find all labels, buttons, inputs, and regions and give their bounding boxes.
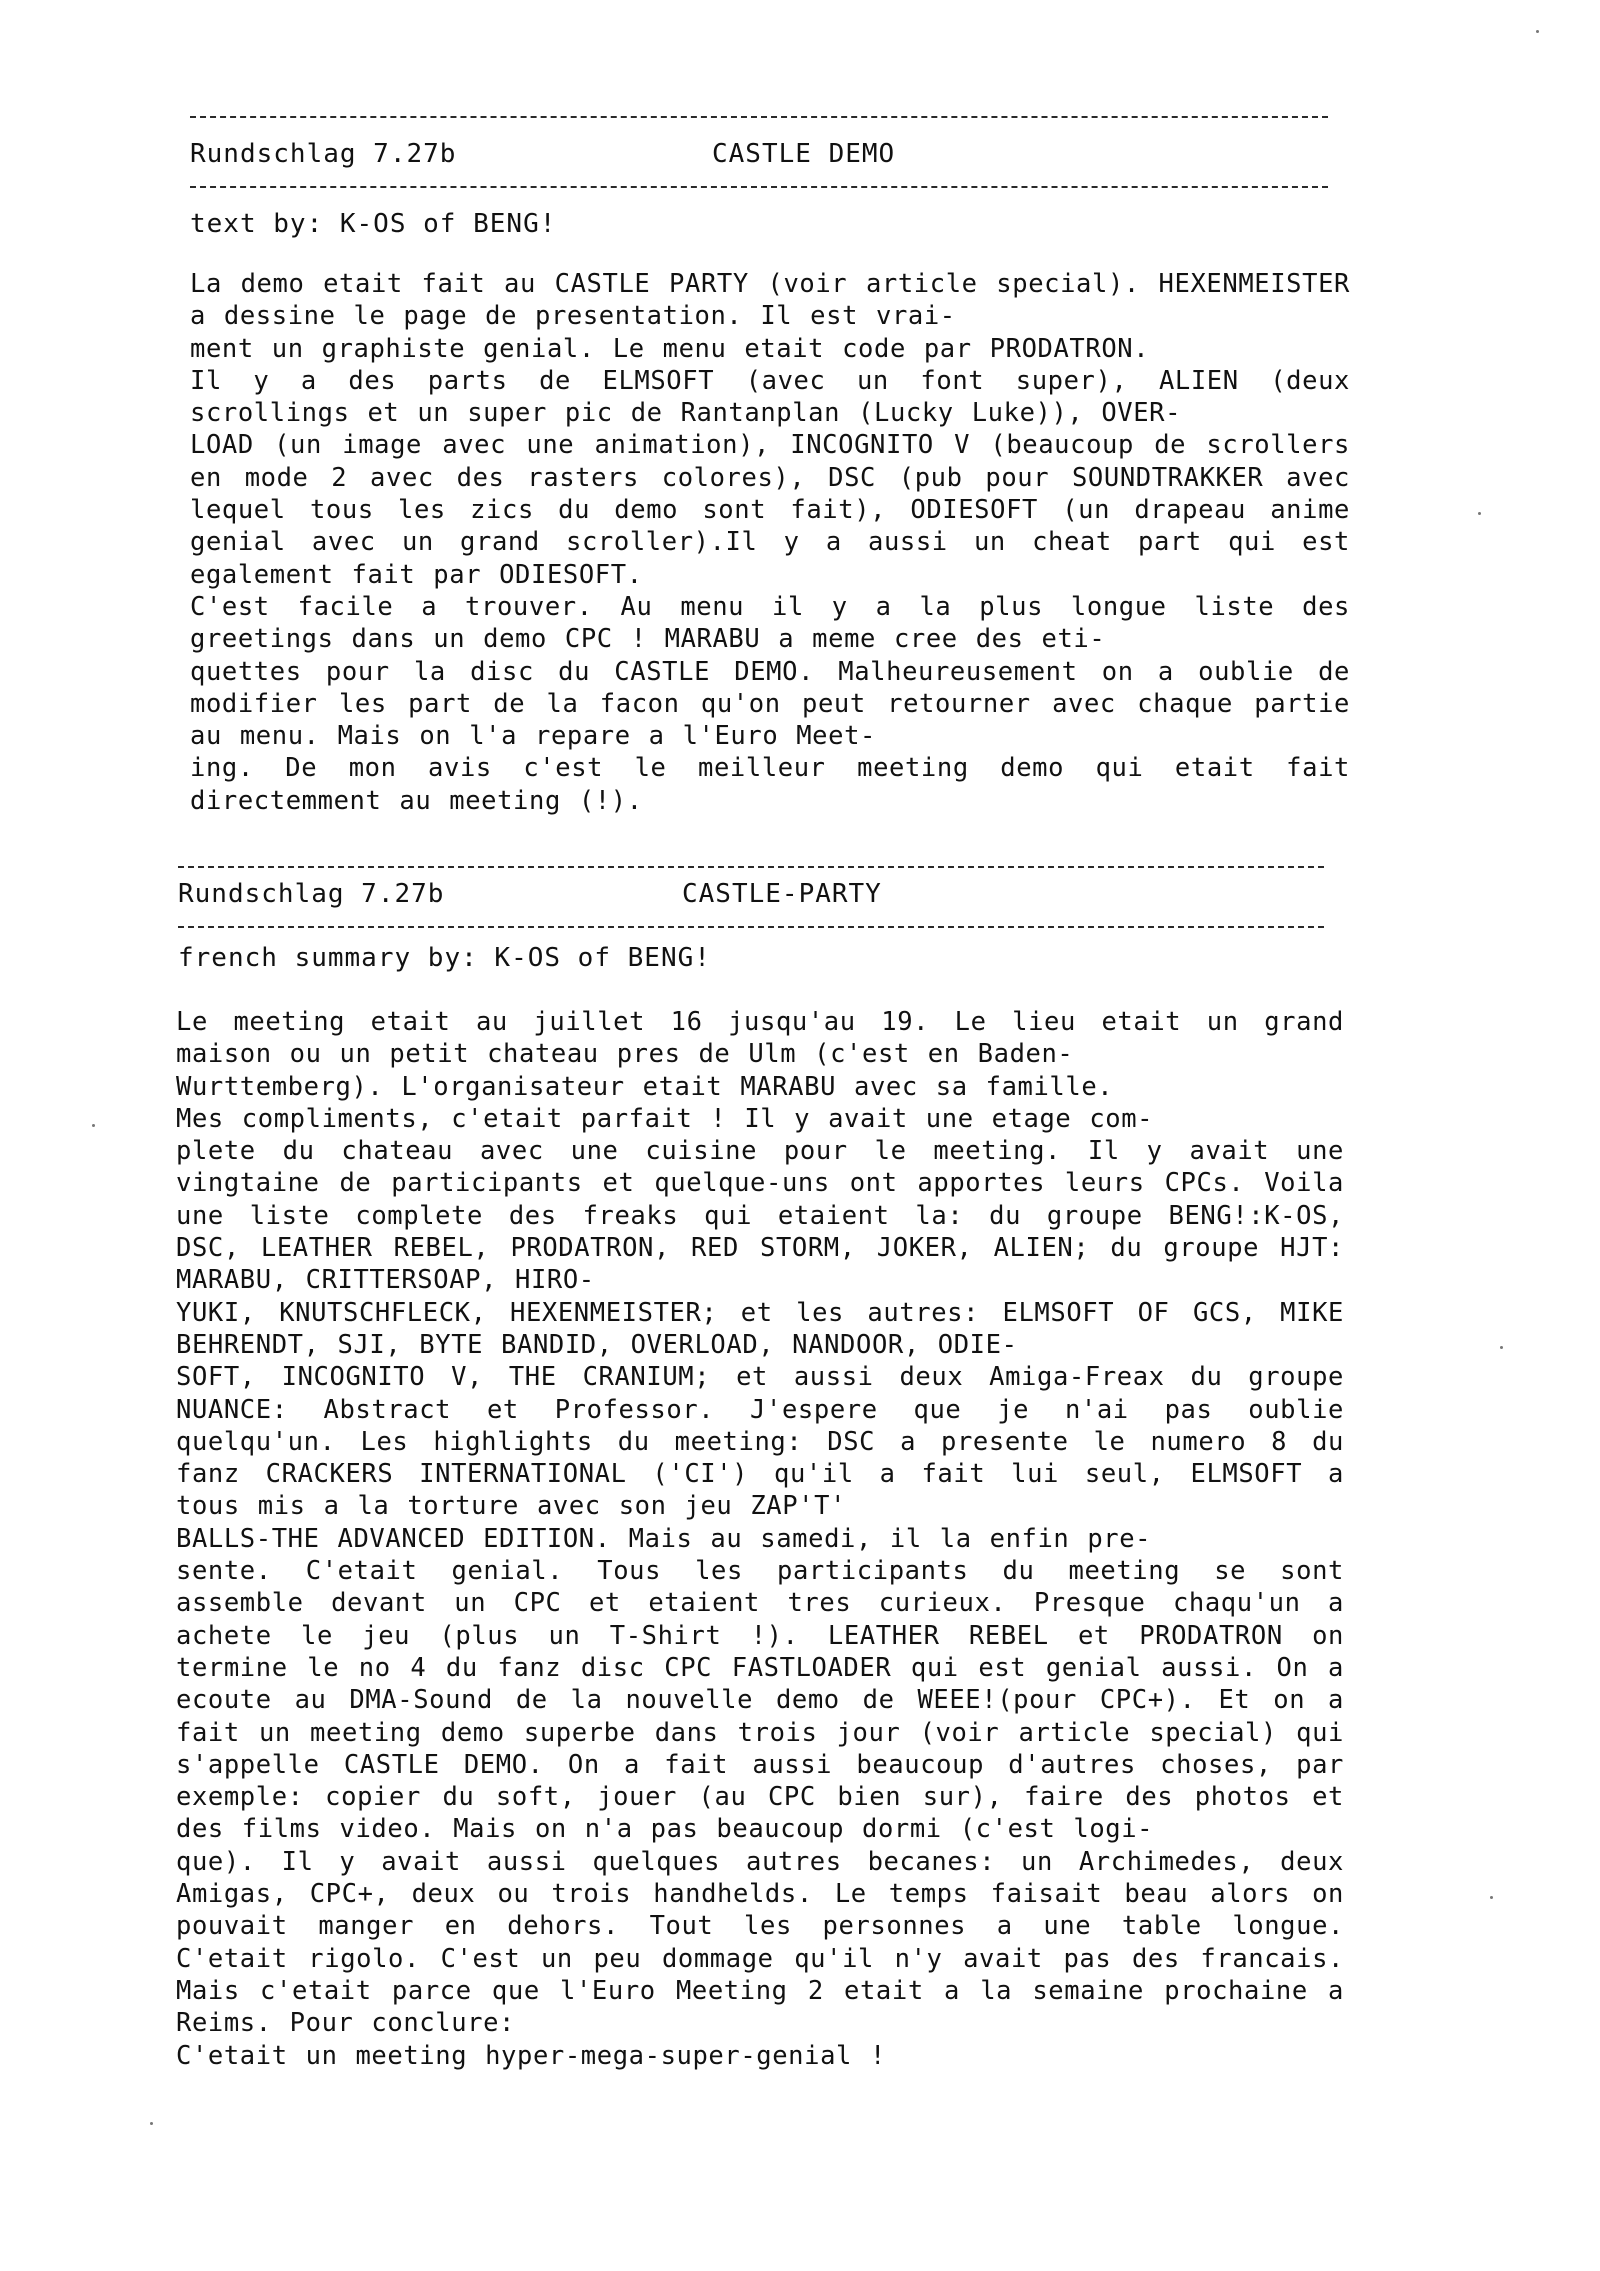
scan-speck	[1490, 1896, 1493, 1899]
article-title: CASTLE DEMO	[712, 139, 896, 169]
header-divider	[190, 186, 1328, 188]
article-byline: text by: K-OS of BENG!	[190, 209, 557, 239]
article-byline: french summary by: K-OS of BENG!	[178, 943, 711, 973]
article-title: CASTLE-PARTY	[682, 879, 882, 909]
scan-speck	[1500, 1346, 1503, 1349]
article-body: La demo etait fait au CASTLE PARTY (voir article special). HEXENMEISTER a dessine le page de presentation. Il est vrai- ment un graphiste genial. Le menu etait code par PRODATRON. Il y a des parts de ELMSOFT (avec un font super), ALIEN (deux scrollings et un super pic de Rantanplan (Lucky Luke)), OVER- LOAD (un image avec une animation), INCOGNITO V (beaucoup de scrollers en mode 2 avec des rasters colores), DSC (pub pour SOUNDTRAKKER avec lequel tous les zics du demo sont fait), ODIESOFT (un drapeau anime genial avec un grand scroller).Il y a aussi un cheat part qui est egalement fait par ODIESOFT. C'est facile a trouver. Au menu il y a la plus longue liste des greetings dans un demo CPC ! MARABU a meme cree des eti- quettes pour la disc du CASTLE DEMO. Malheureusement on a oublie de modifier les part de la facon qu'on peut retourner avec chaque partie au menu. Mais on l'a repare a l'Euro Meet- ing. De mon avis c'est le meilleur meeting demo qui etait fait directemment au meeting (!).	[190, 269, 1350, 816]
header-divider	[178, 926, 1324, 928]
article-reference: Rundschlag 7.27b	[178, 879, 445, 909]
scan-speck	[150, 2122, 153, 2125]
scan-speck	[1536, 30, 1539, 33]
top-divider	[190, 116, 1328, 118]
scan-speck	[1478, 512, 1481, 515]
article-body: Le meeting etait au juillet 16 jusqu'au 19. Le lieu etait un grand maison ou un petit chateau pres de Ulm (c'est en Baden- Wurttemberg). L'organisateur etait MARABU avec sa famille. Mes compliments, c'etait parfait ! Il y avait une etage com- plete du chateau avec une cuisine pour le meeting. Il y avait une vingtaine de participants et quelque-uns ont apportes leurs CPCs. Voila une liste complete des freaks qui etaient la: du groupe BENG!:K-OS, DSC, LEATHER REBEL, PRODATRON, RED STORM, JOKER, ALIEN; du groupe HJT: MARABU, CRITTERSOAP, HIRO- YUKI, KNUTSCHFLECK, HEXENMEISTER; et les autres: ELMSOFT OF GCS, MIKE BEHRENDT, SJI, BYTE BANDID, OVERLOAD, NANDOOR, ODIE- SOFT, INCOGNITO V, THE CRANIUM; et aussi deux Amiga-Freax du groupe NUANCE: Abstract et Professor. J'espere que je n'ai pas oublie quelqu'un. Les highlights du meeting: DSC a presente le numero 8 du fanz CRACKERS INTERNATIONAL ('CI') qu'il a fait lui seul, ELMSOFT a tous mis a la torture avec son jeu ZAP'T' BALLS-THE ADVANCED EDITION. Mais au samedi, il la enfin pre- sente. C'etait genial. Tous les participants du meeting se sont assemble devant un CPC et etaient tres curieux. Presque chaqu'un a achete le jeu (plus un T-Shirt !). LEATHER REBEL et PRODATRON on termine le no 4 du fanz disc CPC FASTLOADER qui est genial aussi. On a ecoute au DMA-Sound de la nouvelle demo de WEEE!(pour CPC+). Et on a fait un meeting demo superbe dans trois jour (voir article special) qui s'appelle CASTLE DEMO. On a fait aussi beaucoup d'autres choses, par exemple: copier du soft, jouer (au CPC bien sur), faire des photos et des films video. Mais on n'a pas beaucoup dormi (c'est logi- que). Il y avait aussi quelques autres becanes: un Archimedes, deux Amigas, CPC+, deux ou trois handhelds. Le temps faisait beau alors on pouvait manger en dehors. Tout les personnes a une table longue. C'etait rigolo. C'est un peu dommage qu'il n'y avait pas des francais. Mais c'etait parce que l'Euro Meeting 2 etait a la semaine prochaine a Reims. Pour conclure: C'etait un meeting hyper-mega-super-genial !	[176, 1007, 1344, 2071]
article-reference: Rundschlag 7.27b	[190, 139, 457, 169]
top-divider	[178, 866, 1324, 868]
scan-speck	[92, 1124, 95, 1127]
